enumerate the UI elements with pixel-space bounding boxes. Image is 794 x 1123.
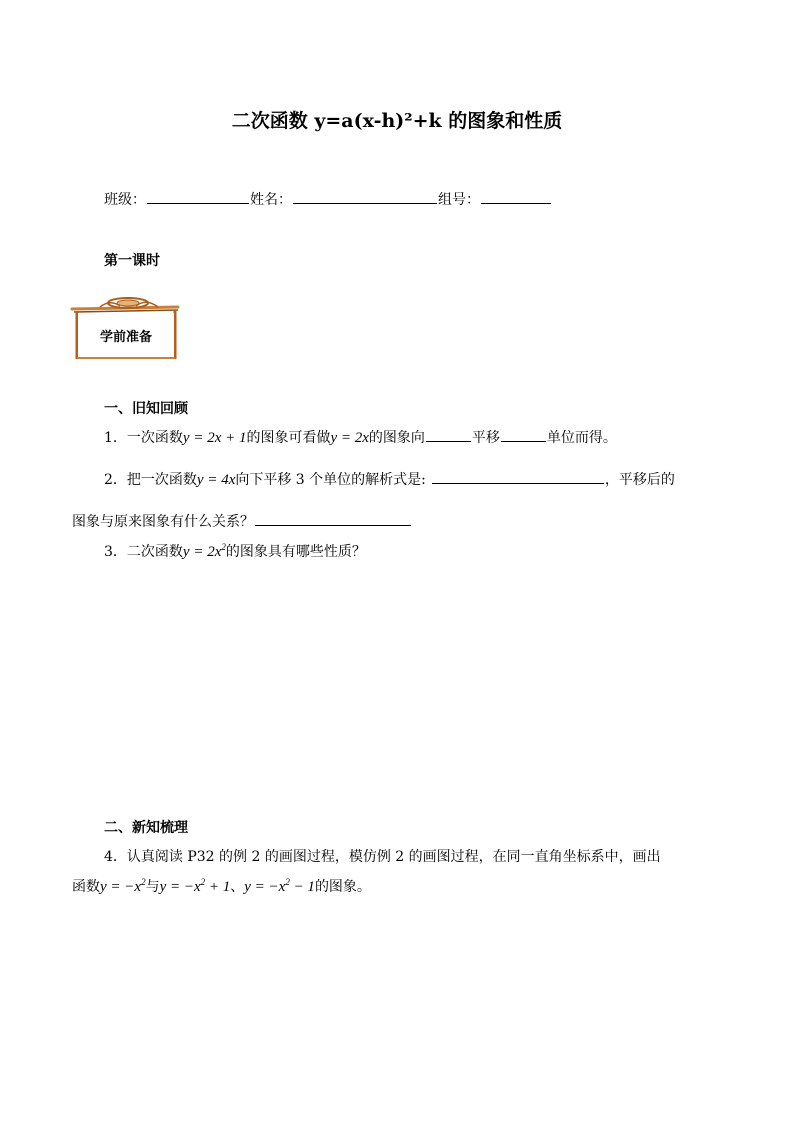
class-label: 班级： — [104, 192, 146, 208]
exponent: 2 — [141, 877, 146, 887]
question-text: 的图象向 — [368, 430, 425, 446]
badge-label: 学前准备 — [99, 329, 152, 345]
page-title: 二次函数 y=a(x-h)²+k 的图象和性质 — [231, 110, 563, 132]
question-text: 把一次函数 — [126, 472, 197, 488]
section-new-knowledge-heading: 二、新知梳理 — [104, 820, 188, 836]
question-text: 的图象具有哪些性质？ — [225, 544, 366, 560]
question-text: 平移 — [471, 430, 500, 446]
formula: y = 2x — [330, 430, 369, 446]
formula-body: y = −x — [244, 879, 286, 895]
answer-blank[interactable] — [426, 427, 471, 442]
exponent: 2 — [221, 542, 226, 552]
question-4: 4．认真阅读 P32 的例 2 的画图过程，模仿例 2 的画图过程，在同一直角坐标系中，画出 — [104, 849, 661, 865]
question-text: 二次函数 — [126, 544, 183, 560]
question-number: 3． — [104, 544, 127, 560]
section-review-heading: 一、旧知回顾 — [104, 401, 188, 417]
question-text: 单位而得。 — [546, 430, 617, 446]
formula-body: y = −x — [100, 879, 142, 895]
answer-blank[interactable] — [255, 511, 411, 526]
question-text: 的图象。 — [314, 879, 371, 895]
lesson-heading: 第一课时 — [104, 253, 160, 269]
formula-body: y = −x — [159, 879, 201, 895]
group-label: 组号： — [438, 192, 480, 208]
exponent: 2 — [285, 877, 290, 887]
formula-tail: − 1 — [289, 879, 315, 895]
answer-blank[interactable] — [432, 469, 604, 484]
formula — [244, 879, 315, 895]
group-blank[interactable] — [481, 189, 551, 204]
question-3 — [104, 541, 366, 561]
formula — [183, 544, 226, 560]
class-blank[interactable] — [147, 189, 249, 204]
formula: y = 2x + 1 — [182, 430, 247, 446]
exponent: 2 — [200, 877, 206, 887]
question-text: 与 — [145, 879, 160, 895]
name-blank[interactable] — [293, 189, 437, 204]
formula: y = 4x — [196, 472, 236, 488]
question-number: 2． — [104, 472, 127, 488]
question-text: 的图象可看做 — [246, 430, 331, 446]
question-text: 图象与原来图象有什么关系？ — [72, 514, 254, 530]
formula — [160, 879, 231, 895]
formula — [100, 879, 146, 895]
separator: 、 — [230, 879, 245, 895]
question-1 — [104, 427, 617, 447]
name-label: 姓名： — [250, 192, 292, 208]
answer-blank[interactable] — [501, 427, 546, 442]
student-info-line — [104, 189, 552, 209]
formula-body: y = 2x — [182, 544, 222, 560]
question-2-continued — [72, 511, 412, 531]
question-text: ，平移后的 — [604, 472, 675, 488]
question-2 — [104, 469, 675, 489]
pre-study-badge — [70, 295, 184, 363]
question-text: 函数 — [72, 879, 100, 895]
formula-tail: + 1 — [205, 879, 231, 895]
question-4-continued — [72, 876, 371, 896]
question-text: 向下平移 3 个单位的解析式是: — [235, 472, 426, 488]
question-number: 1． — [104, 430, 127, 446]
question-text: 一次函数 — [126, 430, 183, 446]
